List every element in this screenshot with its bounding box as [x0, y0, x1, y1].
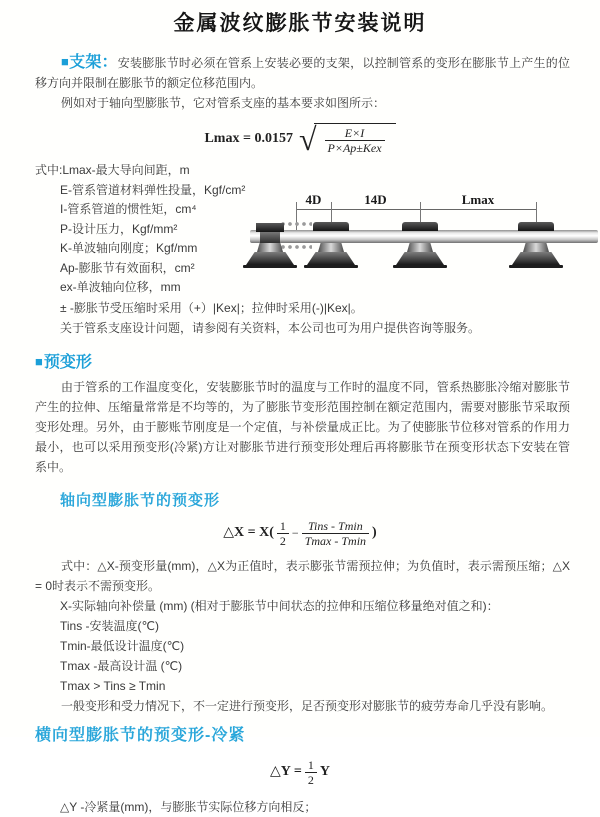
support-example-line: 例如对于轴向型膨胀节，它对管系支座的基本要求如图所示： — [61, 96, 386, 110]
anchor-base-plate — [243, 265, 297, 268]
support-neck — [318, 243, 344, 252]
fraction-numerator: Tins - Tmin — [302, 519, 369, 534]
variable-definition: Ap-膨胀节有效面积，cm² — [60, 260, 195, 275]
lateral-section-heading: 横向型膨胀节的预变形-冷紧 — [35, 726, 246, 744]
support-neck — [523, 243, 549, 252]
bellows-corrugation — [280, 243, 312, 253]
temperature-definition: Tins -安装温度(℃) — [60, 618, 160, 633]
dimension-label-lmax: Lmax — [461, 192, 495, 207]
fraction-numerator: 1 — [305, 758, 317, 773]
lmax-fraction-numerator: E×I — [325, 126, 385, 141]
support-section-heading — [61, 54, 118, 71]
variable-definition: K-单波轴向刚度；Kgf/mm — [60, 241, 198, 255]
temperature-definition: Tmax -最高设计温 (℃) — [60, 658, 183, 673]
support-base — [307, 252, 355, 265]
fraction-denominator: 2 — [307, 772, 314, 787]
support-neck — [407, 243, 433, 252]
variable-definition: P-设计压力，Kgf/mm² — [60, 221, 178, 236]
consult-note: 关于管系支座设计问题，请参阅有关资料，本公司也可为用户提供咨询等服务。 — [60, 320, 481, 335]
temperature-definition: Tmin-最低设计温度(℃) — [60, 638, 185, 653]
anchor-base — [246, 252, 294, 265]
bellows-corrugation — [280, 220, 312, 230]
anchor-neck — [257, 243, 283, 252]
axial-formula-lhs: △X = X( — [223, 525, 274, 540]
support-base — [512, 252, 560, 265]
support-intro-text: 安装膨胀节时必须在管系上安装必要的支架，以控制管系的变形在膨胀节上产生的位移方向并限制在膨胀节的额定位移范围内。 — [35, 56, 570, 90]
dimension-line — [296, 209, 536, 210]
support-spacing-diagram — [250, 191, 598, 283]
support-heading-label: 支架： — [69, 54, 118, 71]
x-definition-line: X-实际轴向补偿量 (mm) (相对于膨胀节中间状态的拉伸和压缩位移量绝对值之和)： — [60, 598, 499, 613]
predeform-section-heading — [35, 352, 570, 373]
support-base-plate — [304, 265, 358, 268]
variable-definition: ex-单波轴向位移，mm — [60, 280, 181, 294]
lmax-formula — [0, 123, 600, 155]
temperature-fraction — [302, 519, 369, 548]
support-clamp — [402, 222, 438, 231]
lateral-formula-lhs: △Y = — [270, 764, 302, 779]
variable-definition: I-管系管道的惯性矩，cm⁴ — [60, 202, 197, 216]
lateral-note-line: △Y -冷紧量(mm)，与膨胀节实际位移方向相反； — [60, 799, 317, 814]
fraction-denominator: Tmax - Tmin — [304, 533, 367, 548]
axial-explain-paragraph: 式中：△X-预变形量(mm)，△X为正值时，表示膨张节需预拉伸；为负值时，表示需预压缩；△X = 0时表示不需预变形。 — [35, 558, 570, 593]
lmax-fraction-denominator: P×Ap±Kex — [327, 141, 382, 155]
lateral-formula-rhs: Y — [319, 764, 330, 779]
temperature-inequality: Tmax > Tins ≥ Tmin — [60, 678, 166, 693]
section-marker-icon: ■ — [61, 54, 70, 69]
lmax-formula-lhs: Lmax = 0.0157 — [204, 131, 293, 146]
one-half-fraction — [305, 758, 317, 787]
fraction-denominator: 2 — [279, 533, 286, 548]
support-clamp — [518, 222, 554, 231]
minus-sign: − — [291, 526, 299, 540]
predeform-heading-label: 预变形 — [43, 353, 92, 371]
dimension-label-14d: 14D — [364, 192, 387, 207]
plusminus-note: ± -膨胀节受压缩时采用（+）|Kex|；拉伸时采用(-)|Kex|。 — [60, 300, 363, 315]
right-paren: ) — [372, 525, 377, 540]
predeform-paragraph: 由于管系的工作温度变化，安装膨胀节时的温度与工作时的温度不同，管系热膨胀冷缩对膨胀节产生的拉伸、压缩量常常是不均等的，为了膨胀节变形范围控制在额定范围内，需要对膨胀节采取预变形处理。另外，由于膨账节刚度是一个定值，与补偿量成正比。为了使膨胀节位移对管系的作用力最小，也可以采用预变形(冷紧)方让对膨胀节进行预变形处理后再将膨胀节在预变形状态下安装在管系中。 — [35, 379, 570, 474]
axial-section-heading: 轴向型膨胀节的预变形 — [60, 491, 221, 509]
one-half-fraction — [277, 519, 289, 548]
axial-formula — [0, 519, 600, 548]
lateral-formula — [0, 758, 600, 787]
support-clamp — [313, 222, 349, 231]
sqrt-radical-sign: √ — [298, 121, 317, 157]
support-base — [396, 252, 444, 265]
fraction-numerator: 1 — [277, 519, 289, 534]
variable-definition: 式中:Lmax-最大导向间距，m — [35, 163, 190, 177]
axial-note-line: 一般变形和受力情况下，不一定进行预变形，足否预变形对膨胀节的疲劳寿命几乎没有影响。 — [61, 698, 554, 713]
support-base-plate — [393, 265, 447, 268]
variable-definition: E-管系管道材料弹性投量，Kgf/cm² — [60, 182, 246, 197]
formula-variables-block — [35, 161, 570, 298]
page-title: 金属波纹膨胀节安装说明 — [173, 12, 427, 35]
support-intro-paragraph — [35, 52, 570, 93]
anchor-clamp — [256, 223, 284, 232]
sqrt-content — [314, 123, 396, 155]
section-marker-icon: ■ — [35, 353, 43, 369]
pipe — [250, 230, 598, 243]
dimension-label-4d: 4D — [305, 192, 322, 207]
support-base-plate — [509, 265, 563, 268]
lmax-fraction — [325, 126, 385, 155]
